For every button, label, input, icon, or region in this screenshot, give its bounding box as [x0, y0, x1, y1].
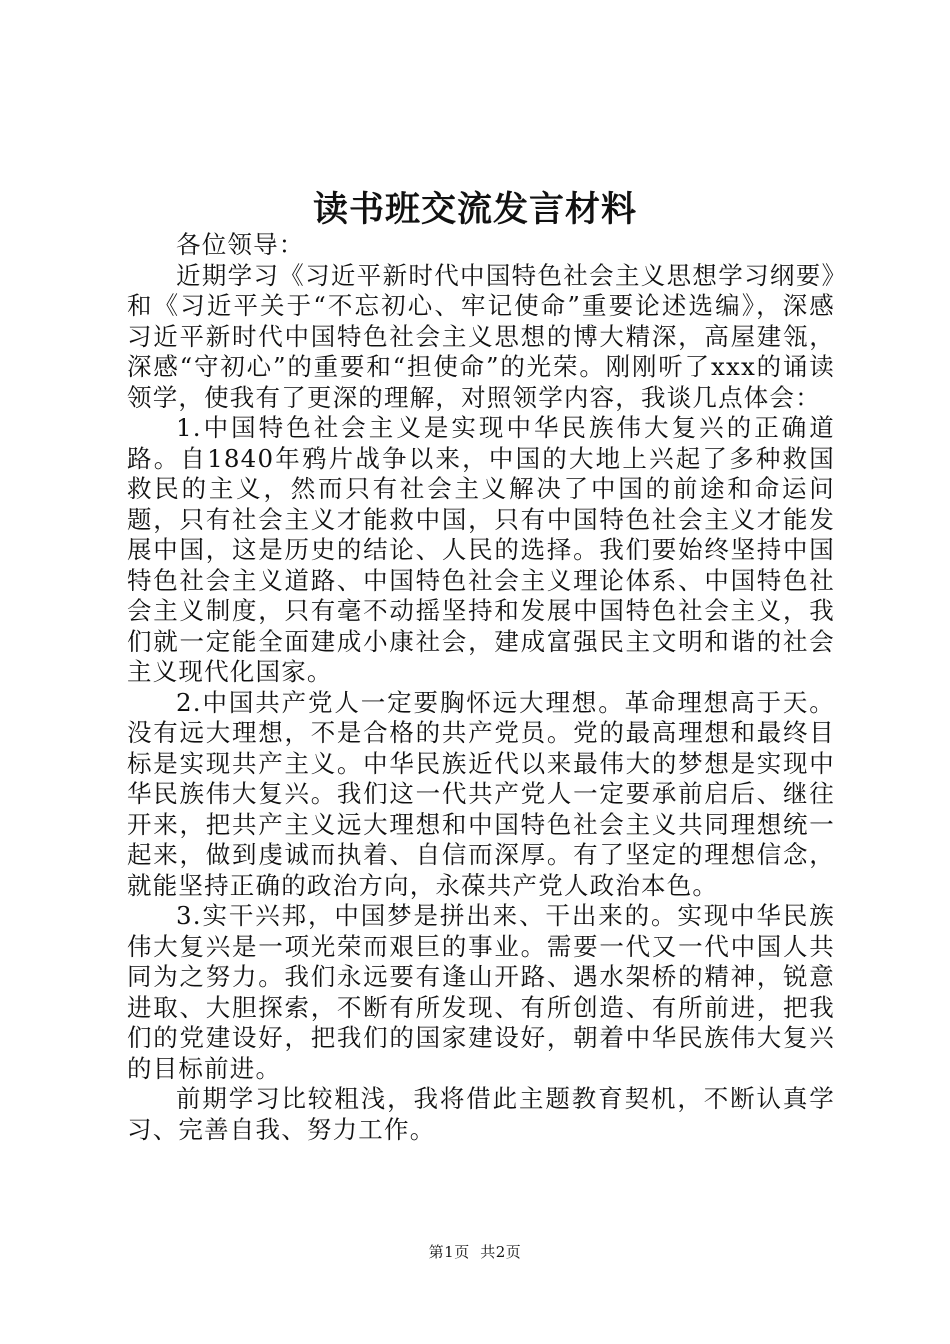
- document-title: 读书班交流发言材料: [312, 189, 637, 230]
- paragraph-point-2: 2.中国共产党人一定要胸怀远大理想。革命理想高于天。没有远大理想，不是合格的共产党员。党的最高理想和最终目标是实现共产主义。中华民族近代以来最伟大的梦想是实现中华民族伟大复兴。我们这一代共产党人一定要承前启后、继往开来，把共产主义远大理想和中国特色社会主义共同理想统一起来，做到虔诚而执着、自信而深厚。有了坚定的理想信念，就能坚持正确的政治方向，永葆共产党人政治本色。: [127, 687, 835, 900]
- salutation: 各位领导：: [176, 230, 305, 259]
- document-body: [127, 230, 835, 1145]
- page-footer: [0, 1242, 950, 1262]
- paragraph-point-3: 3.实干兴邦，中国梦是拼出来、干出来的。实现中华民族伟大复兴是一项光荣而艰巨的事业。需要一代又一代中国人共同为之努力。我们永远要有逢山开路、遇水架桥的精神，锐意进取、大胆探索，不断有所发现、有所创造、有所前进，把我们的党建设好，把我们的国家建设好，朝着中华民族伟大复兴的目标前进。: [127, 901, 835, 1083]
- page-total: 共2页: [480, 1243, 522, 1261]
- paragraph-closing: 前期学习比较粗浅，我将借此主题教育契机，不断认真学习、完善自我、努力工作。: [127, 1084, 835, 1144]
- paragraph-point-1: 1.中国特色社会主义是实现中华民族伟大复兴的正确道路。自1840年鸦片战争以来，中国的大地上兴起了多种救国救民的主义，然而只有社会主义解决了中国的前途和命运问题，只有社会主义才能救中国，只有中国特色社会主义才能发展中国，这是历史的结论、人民的选择。我们要始终坚持中国特色社会主义道路、中国特色社会主义理论体系、中国特色社会主义制度，只有毫不动摇坚持和发展中国特色社会主义，我们就一定能全面建成小康社会，建成富强民主文明和谐的社会主义现代化国家。: [127, 413, 835, 686]
- page-number: 第1页: [428, 1243, 470, 1261]
- paragraph-intro: 近期学习《习近平新时代中国特色社会主义思想学习纲要》和《习近平关于“不忘初心、牢记使命”重要论述选编》，深感习近平新时代中国特色社会主义思想的博大精深，高屋建瓴，深感“守初心”的重要和“担使命”的光荣。刚刚听了xxx的诵读领学，使我有了更深的理解，对照领学内容，我谈几点体会：: [127, 260, 835, 412]
